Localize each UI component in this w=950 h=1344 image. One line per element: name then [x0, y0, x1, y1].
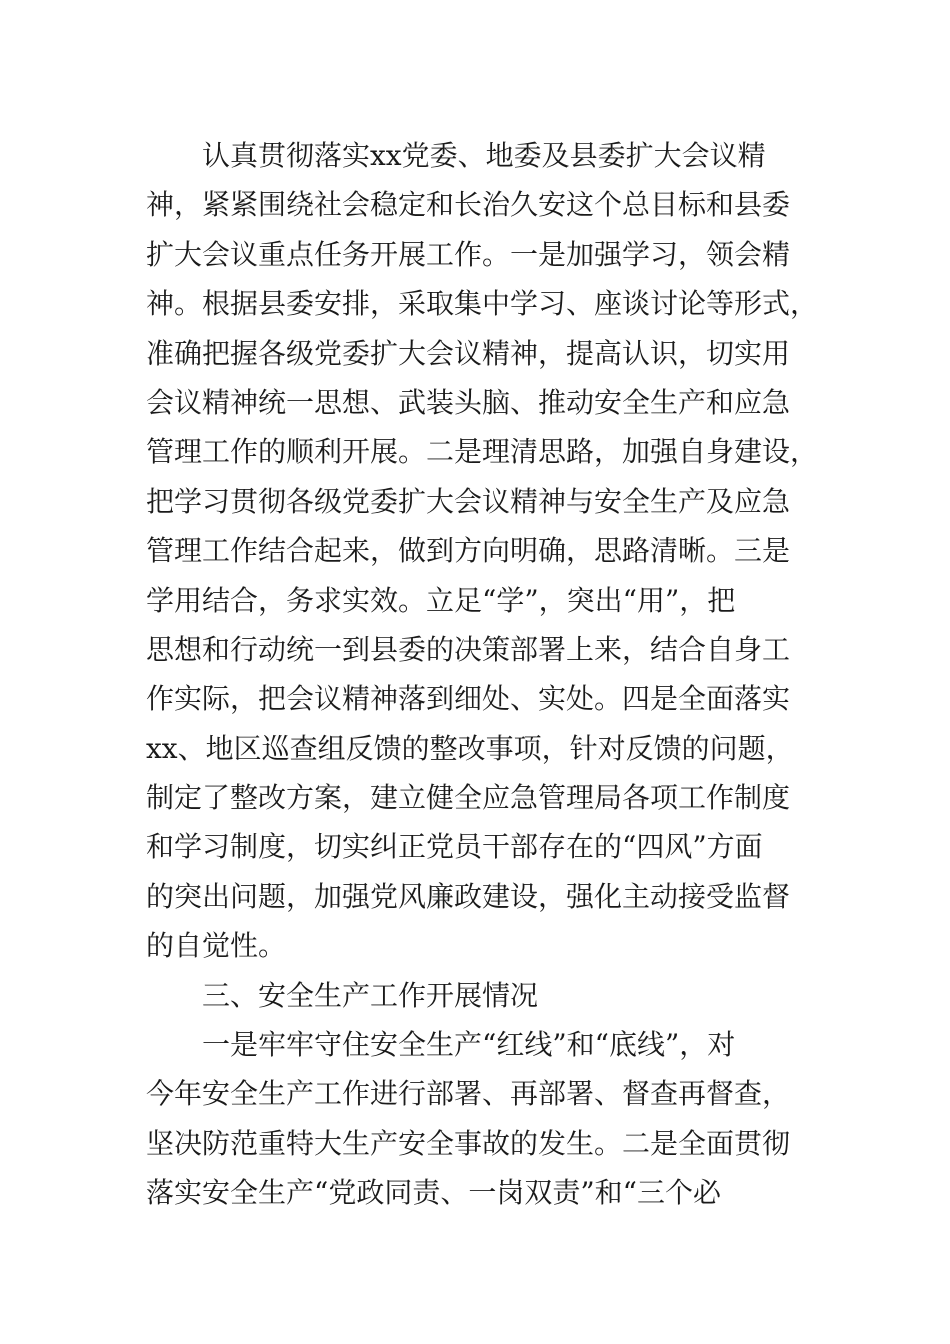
- text-line: 落实安全生产“党政同责、一岗双责”和“三个必: [146, 1176, 721, 1210]
- text-line: 的突出问题，加强党风廉政建设，强化主动接受监督: [146, 879, 791, 913]
- text-line: 坚决防范重特大生产安全事故的发生。二是全面贯彻: [146, 1126, 791, 1160]
- text-line: 一是牢牢守住安全生产“红线”和“底线”，对: [202, 1028, 736, 1062]
- paragraph-safety-production: [146, 1020, 826, 1218]
- section-heading-safety-production: [146, 971, 826, 1020]
- text-line: 神，紧紧围绕社会稳定和长治久安这个总目标和县委: [146, 188, 791, 222]
- paragraph-party-spirit: [146, 131, 826, 971]
- text-line: 扩大会议重点任务开展工作。一是加强学习，领会精: [146, 237, 791, 271]
- text-line: 把学习贯彻各级党委扩大会议精神与安全生产及应急: [146, 484, 791, 518]
- text-line: 神。根据县委安排，采取集中学习、座谈讨论等形式，: [146, 287, 819, 321]
- document-body: [146, 131, 826, 1218]
- text-line: 的自觉性。: [146, 929, 287, 963]
- text-line: 认真贯彻落实xx党委、地委及县委扩大会议精: [202, 139, 766, 172]
- text-line: 制定了整改方案，建立健全应急管理局各项工作制度: [146, 781, 791, 815]
- text-line: 管理工作结合起来，做到方向明确，思路清晰。三是: [146, 534, 791, 568]
- section-heading-text: 三、安全生产工作开展情况: [202, 978, 539, 1012]
- text-line: xx、地区巡查组反馈的整改事项，针对反馈的问题，: [146, 731, 794, 765]
- text-line: 思想和行动统一到县委的决策部署上来，结合自身工: [146, 632, 791, 666]
- text-line: 会议精神统一思想、武装头脑、推动安全生产和应急: [146, 385, 791, 419]
- text-line: 和学习制度，切实纠正党员干部存在的“四风”方面: [146, 830, 763, 864]
- text-line: 作实际，把会议精神落到细处、实处。四是全面落实: [146, 682, 791, 716]
- text-line: 学用结合，务求实效。立足“学”，突出“用”，把: [146, 583, 736, 617]
- text-line: 管理工作的顺利开展。二是理清思路，加强自身建设，: [146, 435, 819, 469]
- text-line: 今年安全生产工作进行部署、再部署、督查再督查，: [146, 1077, 791, 1111]
- text-line: 准确把握各级党委扩大会议精神，提高认识，切实用: [146, 336, 791, 370]
